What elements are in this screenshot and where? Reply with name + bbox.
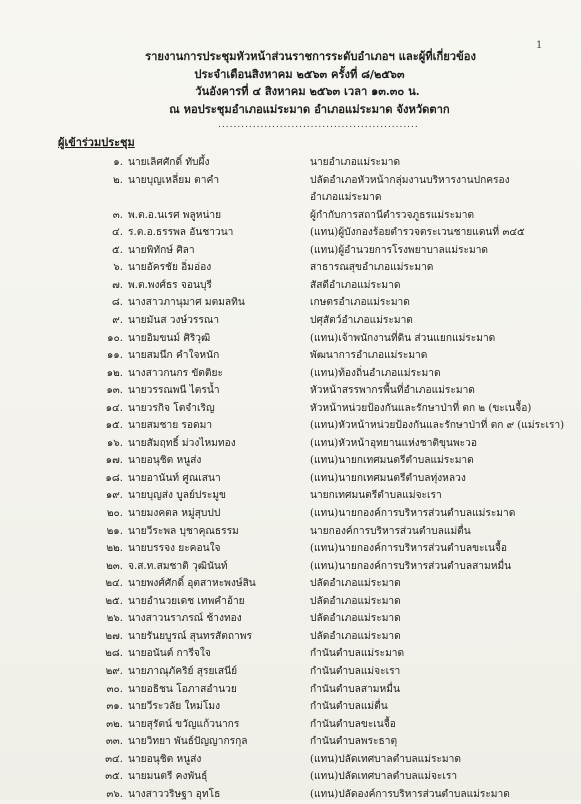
header-divider-dots: ....................................................	[218, 120, 419, 130]
attendee-row	[0, 698, 581, 716]
attendee-row	[0, 207, 581, 225]
attendee-row	[0, 470, 581, 488]
attendee-name: นายอนุชิต หนูส่ง	[128, 753, 202, 765]
attendee-position: กำนันตำบลสามหมื่น	[310, 683, 400, 695]
attendee-row	[0, 294, 581, 312]
attendee-position: กำนันตำบลแม่ตื่น	[310, 701, 388, 713]
attendee-row	[0, 330, 581, 348]
attendee-name: นายสมชาย รอดมา	[128, 420, 213, 432]
attendee-number: ๒๗.	[105, 630, 123, 642]
attendee-number: ๑๔.	[105, 402, 123, 414]
attendee-number: ๑๗.	[105, 455, 123, 467]
attendee-name: นายเลิศศักดิ์ ทับผึ้ง	[128, 157, 210, 168]
attendee-name: นายวรรณพนี ไตรน้ำ	[128, 385, 220, 397]
attendee-row	[0, 224, 581, 242]
attendee-name: พ.ต.อ.นเรศ พลูหน่าย	[128, 209, 222, 221]
attendee-position: สาธารณสุขอำเภอแม่ระมาด	[310, 262, 434, 274]
attendee-name: นางสาวกนกร ขัตติยะ	[128, 367, 223, 379]
attendee-name: จ.ส.ท.สมชาติ วุฒินันท์	[128, 560, 228, 572]
attendee-row	[0, 277, 581, 295]
attendee-name: นางสาววริษฐา อุทโธ	[128, 788, 221, 800]
attendee-number: ๕.	[112, 244, 123, 256]
header-title: รายงานการประชุมหัวหน้าส่วนราชการระดับอำเภอฯ และผู้ที่เกี่ยวข้อง	[145, 49, 476, 63]
attendee-row	[0, 382, 581, 400]
attendee-row	[0, 505, 581, 523]
attendee-position: (แทน)เจ้าพนักงานที่ดิน ส่วนแยกแม่ระมาด	[310, 332, 496, 344]
attendee-row	[0, 400, 581, 418]
attendee-number: ๓๔.	[105, 753, 123, 765]
attendee-position: (แทน)นายกเทศมนตรีตำบลแม่ระมาด	[310, 455, 474, 467]
attendee-row	[0, 259, 581, 277]
attendee-position: อำเภอแม่ระมาด	[310, 192, 382, 204]
attendee-number: ๗.	[112, 279, 123, 291]
attendee-row	[0, 487, 581, 505]
attendee-position: กำนันตำบลแม่จะเรา	[310, 665, 401, 677]
attendee-position: (แทน)หัวหน้าอุทยานแห่งชาติขุนพะวอ	[310, 437, 477, 449]
attendee-row	[0, 558, 581, 576]
attendee-row	[0, 751, 581, 769]
attendee-position: กำนันตำบลพระธาตุ	[310, 736, 398, 748]
attendee-number: ๑๕.	[105, 420, 123, 432]
attendee-row	[0, 768, 581, 786]
attendee-number: ๒๕.	[105, 595, 123, 607]
attendee-number: ๔.	[112, 227, 123, 239]
attendee-number: ๓๖.	[106, 788, 123, 800]
attendee-number: ๑๙.	[105, 490, 123, 502]
attendee-name: นายอัครชัย อิ่มอ่อง	[128, 262, 212, 274]
attendee-number: ๒๙.	[105, 665, 123, 677]
attendee-position: นายอำเภอแม่ระมาด	[310, 157, 401, 168]
attendee-row	[0, 593, 581, 611]
attendee-position: (แทน)ท้องถิ่นอำเภอแม่ระมาด	[310, 367, 441, 379]
attendee-row	[0, 663, 581, 681]
attendee-position: ปลัดอำเภอแม่ระมาด	[310, 578, 401, 590]
attendee-name: นายบรรจง ยะคอนใจ	[128, 543, 221, 555]
attendee-position: (แทน)ผู้บังกองร้อยตำรวจตระเวนชายแดนที่ ๓๔๕	[310, 227, 525, 239]
attendee-position: ปลัดอำเภอแม่ระมาด	[310, 630, 401, 642]
attendee-row	[0, 610, 581, 628]
attendee-name: นายพงศ์ศักดิ์ อุตสาหะพงษ์สิน	[128, 578, 256, 590]
attendee-number: ๒๓.	[106, 560, 123, 572]
attendee-position: (แทน)ปลัดองค์การบริหารส่วนตำบลแม่ระมาด	[310, 788, 510, 800]
attendee-name: นายมงคตล หมู่สุบปป	[128, 508, 221, 519]
attendee-name: นายอิมขนม์ ศิริวุฒิ	[128, 332, 211, 344]
attendee-position: ปลัดอำเภอแม่ระมาด	[310, 613, 401, 625]
header-month: ประจำเดือนสิงหาคม ๒๕๖๓ ครั้งที่ ๘/๒๕๖๓	[194, 66, 405, 81]
attendee-position: หัวหน้าหน่วยป้องกันและรักษาป่าที่ ตก ๒ (ขะเนจื้อ)	[310, 402, 532, 414]
attendee-name: นายพิทักษ์ ศิลา	[128, 244, 195, 256]
attendee-number: ๑๒.	[106, 367, 123, 379]
page-number: 1	[536, 40, 543, 51]
attendee-number: ๑.	[113, 157, 123, 168]
attendee-row	[0, 242, 581, 260]
header-venue: ณ หอประชุมอำเภอแม่ระมาด อำเภอแม่ระมาด จังหวัดตาก	[169, 101, 450, 116]
attendee-position: ผู้กำกับการสถานีตำรวจภูธรแม่ระมาด	[310, 209, 475, 221]
attendee-position: (แทน)ผู้อำนวยการโรงพยาบาลแม่ระมาด	[310, 244, 489, 256]
attendee-name: นายวีระวลัย ใหม่โมง	[128, 701, 221, 713]
attendee-name: นายสุรัตน์ ขวัญแก้วนากร	[128, 718, 240, 730]
attendee-name: นายอนันต์ การีจใจ	[128, 648, 211, 660]
attendee-name: นายมนตรี คงพันธุ์	[128, 771, 208, 783]
attendee-number: ๑๑.	[106, 350, 123, 362]
document-header	[0, 48, 581, 118]
attendee-position: หัวหน้าสรรพากรพื้นที่อำเภอแม่ระมาด	[310, 385, 475, 397]
attendee-number: ๓.	[112, 209, 123, 221]
attendee-row	[0, 733, 581, 751]
attendee-position: (แทน)หัวหน้าหน่วยป้องกันและรักษาป่าที่ ตก ๙ (แม่ระเรา)	[310, 420, 565, 432]
attendee-name: นายวีระพล บุชาคุณธรรม	[128, 525, 239, 537]
attendee-position: พัฒนาการอำเภอแม่ระมาด	[310, 350, 428, 362]
attendee-position: ปลัดอำเภอหัวหน้ากลุ่มงานบริหารงานปกครอง	[310, 174, 510, 186]
attendee-position: กำนันตำบลขะเนจื้อ	[310, 718, 396, 730]
attendee-name: นายอธิชน โอภาสอำนวย	[128, 683, 237, 695]
attendee-number: ๒๐.	[106, 508, 123, 519]
attendee-position: นายกองค์การบริหารส่วนตำบลแม่ตื่น	[310, 525, 471, 537]
attendee-name: นายบุญเหลี่ยม ตาคำ	[128, 174, 220, 186]
attendee-position: สัสดีอำเภอแม่ระมาด	[310, 279, 401, 291]
attendee-name: นายอนุชิต หนูส่ง	[128, 455, 202, 467]
attendee-name: นายรันยบูรณ์ สุนทรสัตถาพร	[128, 630, 252, 642]
attendee-number: ๒.	[113, 174, 123, 186]
attendee-position: กำนันตำบลแม่ระมาด	[310, 648, 405, 660]
attendee-name: นายภาณุภัคริย์ สุรยเสนีย์	[128, 665, 238, 677]
attendee-row	[0, 628, 581, 646]
attendee-number: ๒๔.	[105, 578, 123, 590]
attendee-row	[0, 523, 581, 541]
attendee-number: ๓๒.	[106, 718, 123, 730]
attendee-number: ๓๐.	[106, 683, 123, 695]
attendee-number: ๓๕.	[105, 771, 123, 783]
attendee-row	[0, 575, 581, 593]
attendee-number: ๒๘.	[105, 648, 123, 660]
attendee-name: นายอานันท์ ศูณเสนา	[128, 472, 221, 484]
attendee-name: นางสาวภานุมาศ มตมลทิน	[128, 297, 245, 309]
attendee-row	[0, 189, 581, 207]
attendee-row	[0, 716, 581, 734]
attendee-number: ๘.	[111, 297, 123, 309]
attendee-number: ๓๓.	[105, 736, 123, 748]
attendee-row	[0, 312, 581, 330]
header-date-time: วันอังคารที่ ๔ สิงหาคม ๒๕๖๓ เวลา ๑๓.๓๐ น.	[195, 84, 420, 98]
attendee-position: (แทน)ปลัดเทศบาลตำบลแม่จะเรา	[310, 771, 458, 783]
attendee-position: ปลัดอำเภอแม่ระมาด	[310, 595, 401, 607]
attendee-name: นายอำนวยเดช เทพคำอ้าย	[128, 595, 245, 607]
attendee-name: นายมันส วงษ์วรรณา	[128, 314, 220, 326]
attendee-row	[0, 365, 581, 383]
attendee-position: (แทน)ปลัดเทศบาลตำบลแม่ระมาด	[310, 753, 461, 765]
attendee-number: ๑๖.	[106, 437, 123, 449]
attendee-row	[0, 540, 581, 558]
attendee-row	[0, 645, 581, 663]
attendee-number: ๑๐.	[107, 332, 123, 344]
attendee-name: นางสาวนราภรณ์ ช้างทอง	[128, 613, 242, 625]
attendee-row	[0, 452, 581, 470]
attendee-row	[0, 435, 581, 453]
attendee-number: ๑๓.	[106, 385, 123, 397]
attendee-row	[0, 786, 581, 804]
attendee-number: ๒๑.	[106, 525, 123, 537]
attendee-position: (แทน)นายกองค์การบริหารส่วนตำบลสามหมื่น	[310, 560, 512, 572]
attendee-position: (แทน)นายกองค์การบริหารส่วนตำบลขะเนจื้อ	[310, 543, 508, 555]
attendee-name: นายบุญส่ง บูลย์ประมูข	[128, 490, 226, 502]
attendee-number: ๒๖.	[106, 613, 123, 625]
attendee-name: นายสัมฤทธิ์ ม่วงไหมทอง	[128, 437, 236, 449]
attendee-name: นายวิทยา พันธ์ปัญญากรกุล	[128, 736, 248, 748]
attendee-name: ร.ต.อ.ธรรพล อันชาวนา	[128, 227, 234, 239]
attendee-row	[0, 681, 581, 699]
attendee-position: (แทน)นายกองค์การบริหารส่วนตำบลแม่ระมาด	[310, 508, 516, 519]
attendee-row	[0, 154, 581, 172]
attendee-row	[0, 172, 581, 190]
attendee-row	[0, 347, 581, 365]
attendee-number: ๓๑.	[106, 701, 123, 713]
attendee-position: เกษตรอำเภอแม่ระมาด	[310, 297, 410, 309]
section-title-attendees: ผู้เข้าร่วมประชุม	[58, 136, 135, 149]
attendee-number: ๑๘.	[105, 472, 123, 484]
attendee-name: พ.ต.พงศ์ธร จอนบุรี	[128, 279, 212, 291]
attendee-number: ๙.	[112, 314, 123, 326]
attendee-name: นายสมนึก คำใจหนัก	[128, 350, 220, 362]
attendee-name: นายวรกิจ โตจำเริญ	[128, 402, 215, 414]
attendee-number: ๖.	[113, 262, 123, 274]
attendee-position: ปศุสัตว์อำเภอแม่ระมาด	[310, 314, 413, 326]
attendee-position: (แทน)นายกเทศมนตรีตำบลทุ่งหลวง	[310, 472, 466, 484]
attendee-row	[0, 417, 581, 435]
attendee-number: ๒๒.	[106, 543, 123, 555]
attendee-position: นายกเทศมนตรีตำบลแม่จะเรา	[310, 490, 442, 502]
